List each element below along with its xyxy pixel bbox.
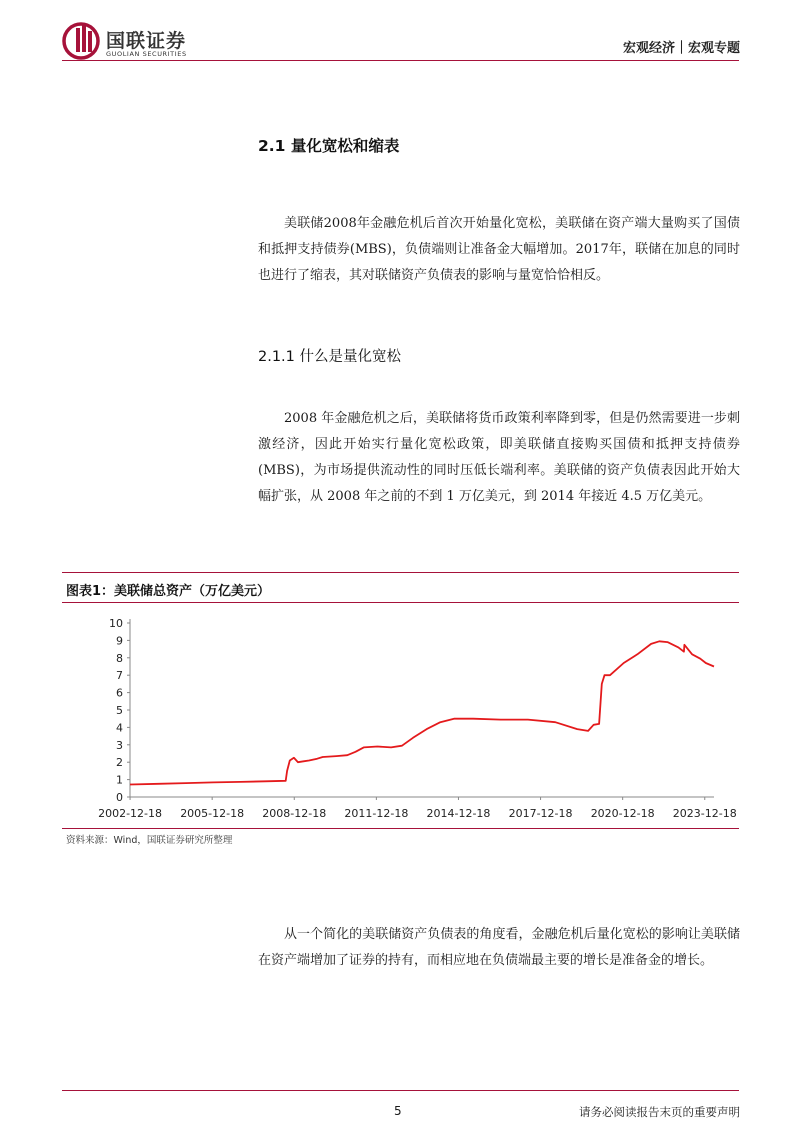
x-tick-label: 2008-12-18 [262,807,327,820]
figure-title-rule [62,602,739,603]
x-tick-label: 2020-12-18 [590,807,655,820]
x-tick-label: 2011-12-18 [344,807,409,820]
x-tick-label: 2005-12-18 [180,807,245,820]
series-line [130,641,714,784]
fed-assets-line-chart [62,606,739,828]
logo-text-en: GUOLIAN SECURITIES [106,50,187,58]
y-tick-label: 7 [116,669,123,683]
section-heading: 2.1 量化宽松和缩表 [258,137,400,155]
footer-divider [62,1090,739,1091]
page-number: 5 [394,1104,402,1118]
report-category: 宏观经济｜宏观专题 [622,41,740,56]
y-tick-label: 5 [116,704,123,717]
paragraph-1: 美联储2008年金融危机后首次开始量化宽松，美联储在资产端大量购买了国债和抵押支持债券(MBS)，负债端则让准备金大幅增加。2017年，联储在加息的同时也进行了缩表，其对联储资产负债表的影响与量宽恰恰相反。 [258,216,740,283]
x-axis-ticks [98,797,737,820]
x-tick-label: 2023-12-18 [672,807,737,820]
figure-title: 图表1：美联储总资产（万亿美元） [66,584,271,599]
y-tick-label: 3 [116,738,123,752]
chart-axes [130,619,714,797]
y-axis-ticks [109,617,130,804]
x-tick-label: 2014-12-18 [426,807,491,820]
x-tick-label: 2002-12-18 [98,807,163,820]
paragraph-2: 2008 年金融危机之后，美联储将货币政策利率降到零，但是仍然需要进一步刺激经济，因此开始实行量化宽松政策，即美联储直接购买国债和抵押支持债券(MBS)，为市场提供流动性的同时压低长端利率。美联储的资产负债表因此开始大幅扩张，从 2008 年之前的不到 1 万亿美元，到 2014 年接近 4.5 万亿美元。 [258,411,740,504]
chart-series [130,641,714,784]
logo-text-cn: 国联证券 [106,30,187,52]
company-logo [62,22,232,62]
x-tick-label: 2017-12-18 [508,807,573,820]
y-tick-label: 2 [116,756,123,770]
y-tick-label: 4 [116,721,123,735]
footer-disclaimer: 请务必阅读报告末页的重要声明 [579,1105,740,1119]
chart-container [62,606,739,828]
y-tick-label: 8 [116,651,123,665]
header-divider [62,60,739,61]
y-tick-label: 9 [116,634,123,648]
logo-mark-icon [62,22,100,60]
y-tick-label: 6 [116,686,123,700]
figure-bottom-rule [62,828,739,829]
subsection-heading: 2.1.1 什么是量化宽松 [258,349,402,365]
y-tick-label: 0 [116,791,123,804]
figure-source: 资料来源：Wind，国联证券研究所整理 [66,835,233,846]
y-tick-label: 1 [116,773,123,787]
page-header [0,0,802,64]
figure-top-rule [62,572,739,573]
paragraph-3: 从一个简化的美联储资产负债表的角度看，金融危机后量化宽松的影响让美联储在资产端增加了证券的持有，而相应地在负债端最主要的增长是准备金的增长。 [258,927,740,968]
y-tick-label: 10 [109,617,123,630]
